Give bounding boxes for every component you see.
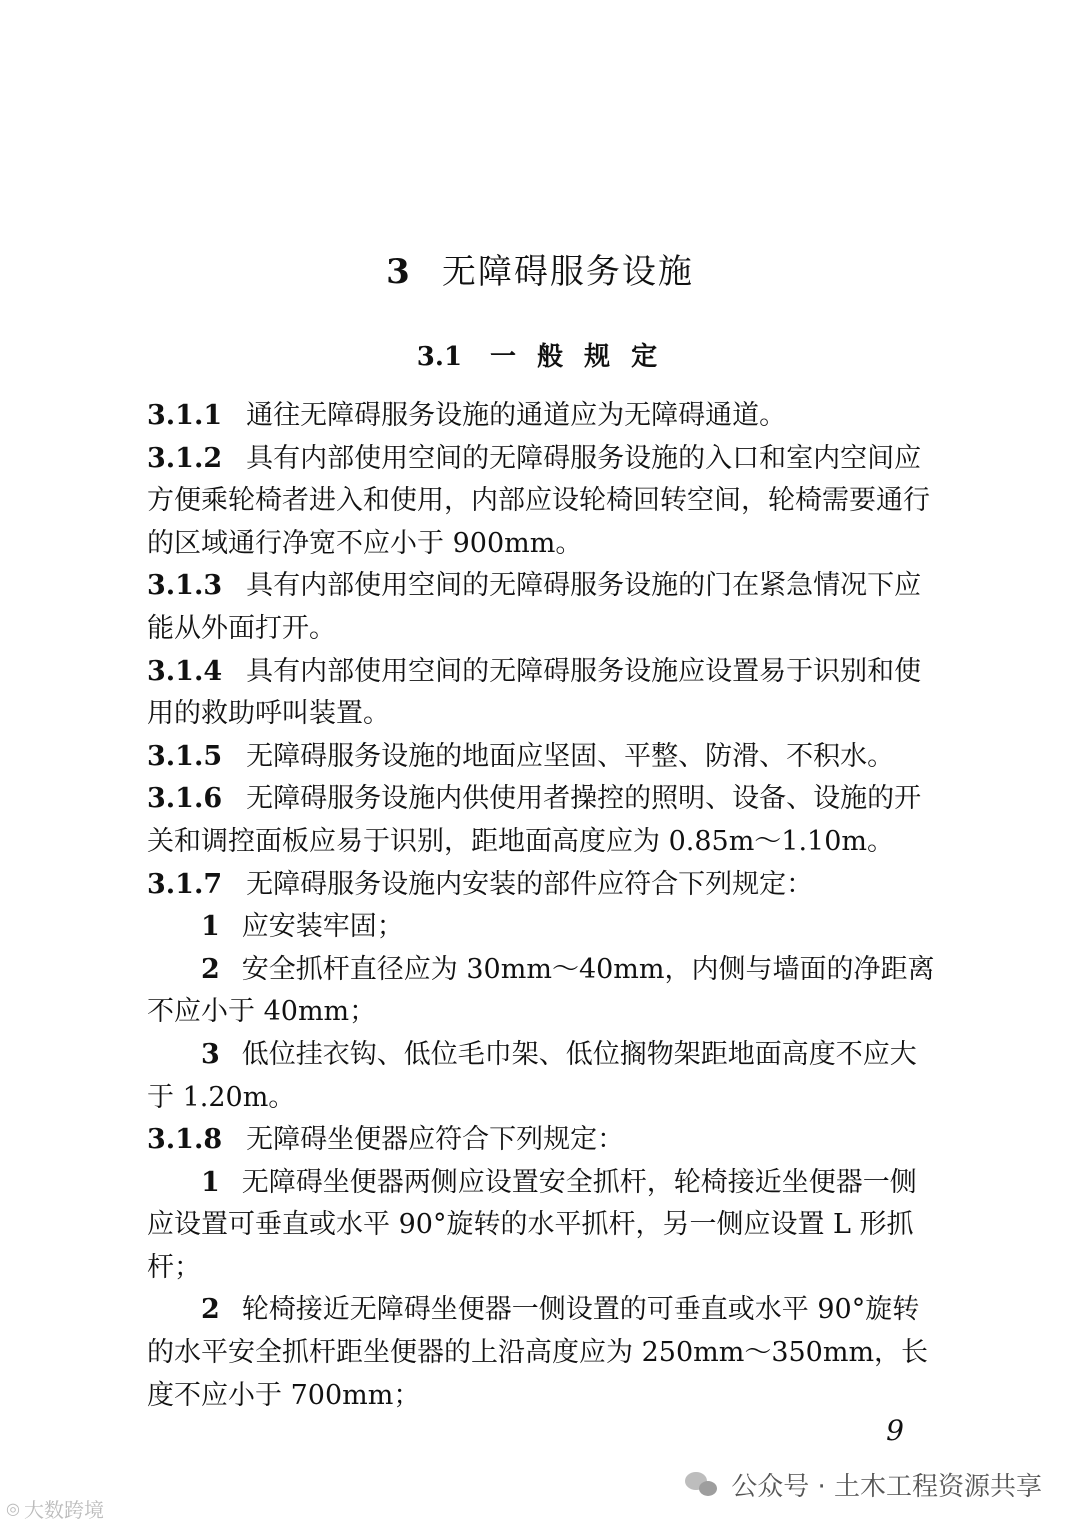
clause: [147, 395, 937, 438]
clause-text: 具有内部使用空间的无障碍服务设施应设置易于识别和使用的救助呼叫装置。: [147, 655, 922, 730]
chapter-number: 3: [386, 252, 412, 292]
clause-number: 3.1.4: [147, 655, 223, 687]
chapter-title: [0, 244, 1080, 293]
clause: [147, 736, 937, 779]
clause-text: 无障碍服务设施内供使用者操控的照明、设备、设施的开关和调控面板应易于识别，距地面高度应为 0.85m～1.10m。: [147, 783, 922, 857]
clause-number: 3.1.2: [147, 442, 223, 474]
list-item: [147, 1289, 937, 1417]
item-text: 轮椅接近无障碍坐便器一侧设置的可垂直或水平 90°旋转的水平安全抓杆距坐便器的上沿高度应为 250mm～350mm，长度不应小于 700mm；: [147, 1294, 929, 1411]
clause: [147, 565, 937, 650]
wechat-icon: [685, 1472, 719, 1498]
clause-number: 3.1.8: [147, 1124, 223, 1156]
page-number: 9: [886, 1414, 904, 1447]
clause: [147, 651, 937, 736]
section-title-text: 一 般 规 定: [490, 342, 664, 372]
chapter-title-text: 无障碍服务设施: [441, 252, 694, 292]
brand-logo-icon: ◎: [6, 1499, 20, 1518]
item-text: 低位挂衣钩、低位毛巾架、低位搁物架距地面高度不应大于 1.20m。: [147, 1038, 917, 1113]
item-number: 1: [201, 1166, 220, 1198]
watermark-text: 公众号 · 土木工程资源共享: [731, 1472, 1042, 1502]
clause-number: 3.1.7: [147, 868, 223, 900]
item-number: 2: [201, 1294, 220, 1326]
clause-number: 3.1.3: [147, 570, 223, 602]
clause-text: 通往无障碍服务设施的通道应为无障碍通道。: [246, 400, 787, 431]
item-number: 2: [201, 953, 220, 985]
section-title: [0, 336, 1080, 373]
clause: [147, 778, 937, 863]
body-text: [147, 395, 937, 1417]
clause-text: 无障碍坐便器应符合下列规定：: [246, 1124, 625, 1156]
list-item: [147, 906, 937, 949]
clause-text: 具有内部使用空间的无障碍服务设施的门在紧急情况下应能从外面打开。: [147, 570, 922, 644]
item-text: 应安装牢固；: [241, 911, 404, 943]
clause-text: 无障碍服务设施内安装的部件应符合下列规定：: [246, 868, 814, 900]
clause: [147, 1119, 937, 1162]
item-number: 1: [201, 911, 220, 943]
clause-number: 3.1.1: [147, 400, 223, 431]
section-number: 3.1: [416, 342, 463, 372]
watermark: [685, 1466, 1042, 1503]
left-watermark-text: 大数跨境: [23, 1498, 104, 1522]
item-text: 安全抓杆直径应为 30mm～40mm，内侧与墙面的净距离不应小于 40mm；: [147, 953, 935, 1028]
list-item: [147, 1162, 937, 1290]
list-item: [147, 949, 937, 1034]
clause-number: 3.1.5: [147, 740, 223, 772]
clause-text: 具有内部使用空间的无障碍服务设施的入口和室内空间应方便乘轮椅者进入和使用，内部应设轮椅回转空间，轮椅需要通行的区域通行净宽不应小于 900mm。: [147, 442, 930, 559]
clause-text: 无障碍服务设施的地面应坚固、平整、防滑、不积水。: [246, 740, 895, 772]
item-number: 3: [201, 1038, 220, 1070]
clause-number: 3.1.6: [147, 783, 223, 815]
item-text: 无障碍坐便器两侧应设置安全抓杆，轮椅接近坐便器一侧应设置可垂直或水平 90°旋转的水平抓杆，另一侧应设置 L 形抓杆；: [147, 1166, 917, 1283]
clause: [147, 864, 937, 907]
list-item: [147, 1034, 937, 1119]
left-watermark: [6, 1494, 104, 1523]
clause: [147, 438, 937, 566]
